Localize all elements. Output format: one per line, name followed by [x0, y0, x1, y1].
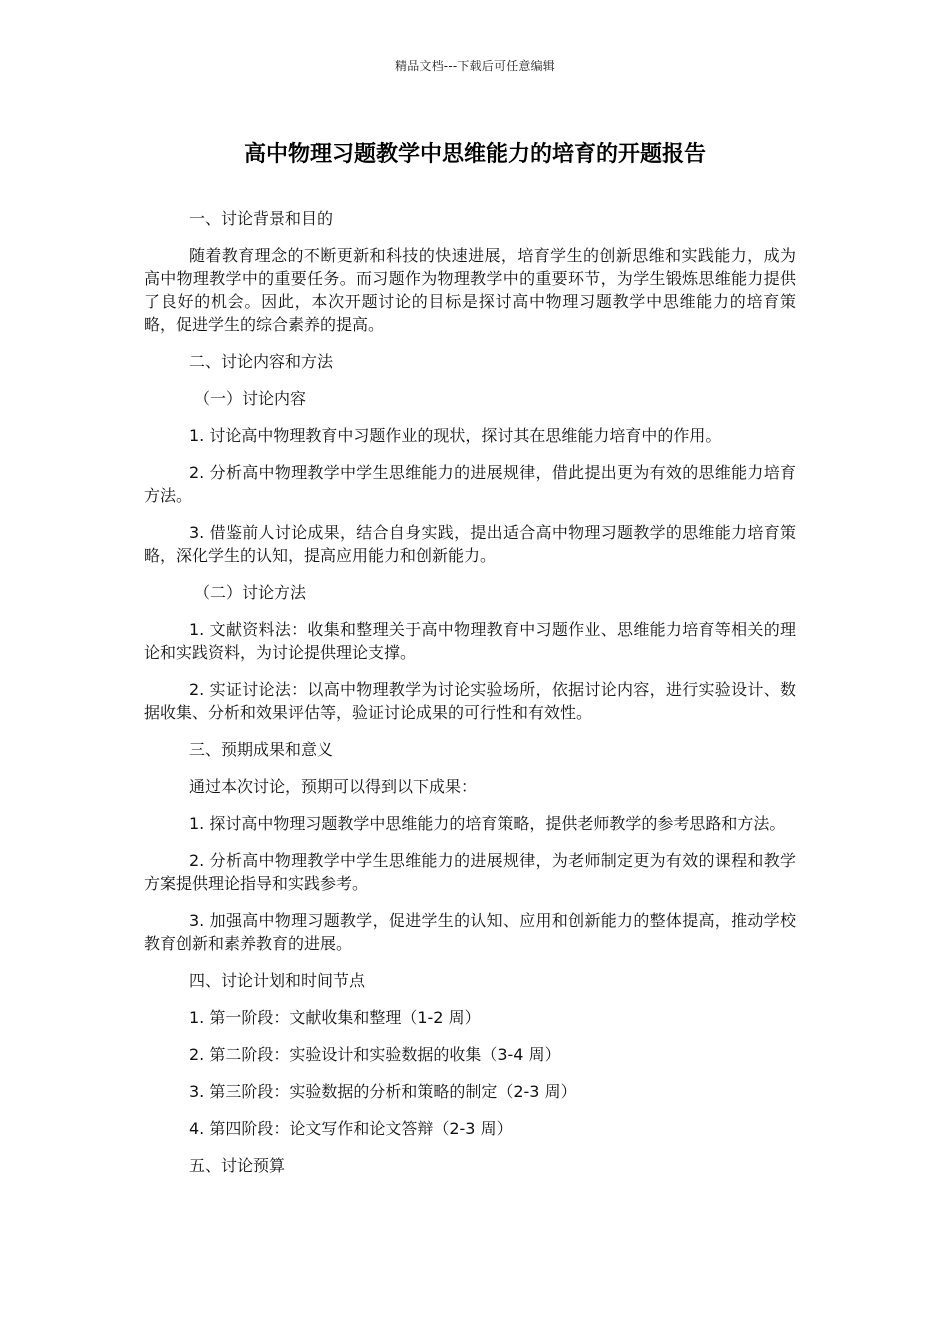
- section-heading-content-method: 二、讨论内容和方法: [189, 352, 334, 371]
- section-heading-outcomes: 三、预期成果和意义: [189, 740, 334, 759]
- list-item-outcome-3: 3. 加强高中物理习题教学，促进学生的认知、应用和创新能力的整体提高，推动学校教育创新和素养教育的进展。: [144, 911, 796, 953]
- list-item-content-1: 1. 讨论高中物理教育中习题作业的现状，探讨其在思维能力培育中的作用。: [189, 426, 722, 445]
- list-item-stage-4: 4. 第四阶段：论文写作和论文答辩（2-3 周）: [189, 1119, 513, 1138]
- list-item-method-1: 1. 文献资料法：收集和整理关于高中物理教育中习题作业、思维能力培育等相关的理论和实践资料，为讨论提供理论支撑。: [144, 620, 796, 662]
- header-note: 精品文档---下载后可任意编辑: [395, 59, 555, 73]
- list-item-content-3: 3. 借鉴前人讨论成果，结合自身实践，提出适合高中物理习题教学的思维能力培育策略，深化学生的认知，提高应用能力和创新能力。: [144, 523, 796, 565]
- section-heading-background: 一、讨论背景和目的: [189, 209, 334, 228]
- subheading-content: （一）讨论内容: [194, 389, 307, 408]
- list-item-outcome-1: 1. 探讨高中物理习题教学中思维能力的培育策略，提供老师教学的参考思路和方法。: [189, 814, 786, 833]
- list-item-stage-1: 1. 第一阶段：文献收集和整理（1-2 周）: [189, 1008, 481, 1027]
- list-item-method-2: 2. 实证讨论法：以高中物理教学为讨论实验场所，依据讨论内容，进行实验设计、数据收集、分析和效果评估等，验证讨论成果的可行性和有效性。: [144, 680, 796, 722]
- list-item-stage-2: 2. 第二阶段：实验设计和实验数据的收集（3-4 周）: [189, 1045, 561, 1064]
- paragraph-outcomes-intro: 通过本次讨论，预期可以得到以下成果：: [189, 777, 478, 796]
- list-item-stage-3: 3. 第三阶段：实验数据的分析和策略的制定（2-3 周）: [189, 1082, 577, 1101]
- subheading-method: （二）讨论方法: [194, 583, 307, 602]
- section-heading-schedule: 四、讨论计划和时间节点: [189, 971, 366, 990]
- paragraph-background: 随着教育理念的不断更新和科技的快速进展，培育学生的创新思维和实践能力，成为高中物理教学中的重要任务。而习题作为物理教学中的重要环节，为学生锻炼思维能力提供了良好的机会。因此，本次开题讨论的目标是探讨高中物理习题教学中思维能力的培育策略，促进学生的综合素养的提高。: [144, 246, 796, 334]
- list-item-outcome-2: 2. 分析高中物理教学中学生思维能力的进展规律，为老师制定更为有效的课程和教学方案提供理论指导和实践参考。: [144, 851, 796, 893]
- document-body: [144, 207, 796, 1191]
- document-title: 高中物理习题教学中思维能力的培育的开题报告: [243, 142, 706, 167]
- list-item-content-2: 2. 分析高中物理教学中学生思维能力的进展规律，借此提出更为有效的思维能力培育方法。: [144, 463, 796, 505]
- section-heading-budget: 五、讨论预算: [189, 1156, 286, 1175]
